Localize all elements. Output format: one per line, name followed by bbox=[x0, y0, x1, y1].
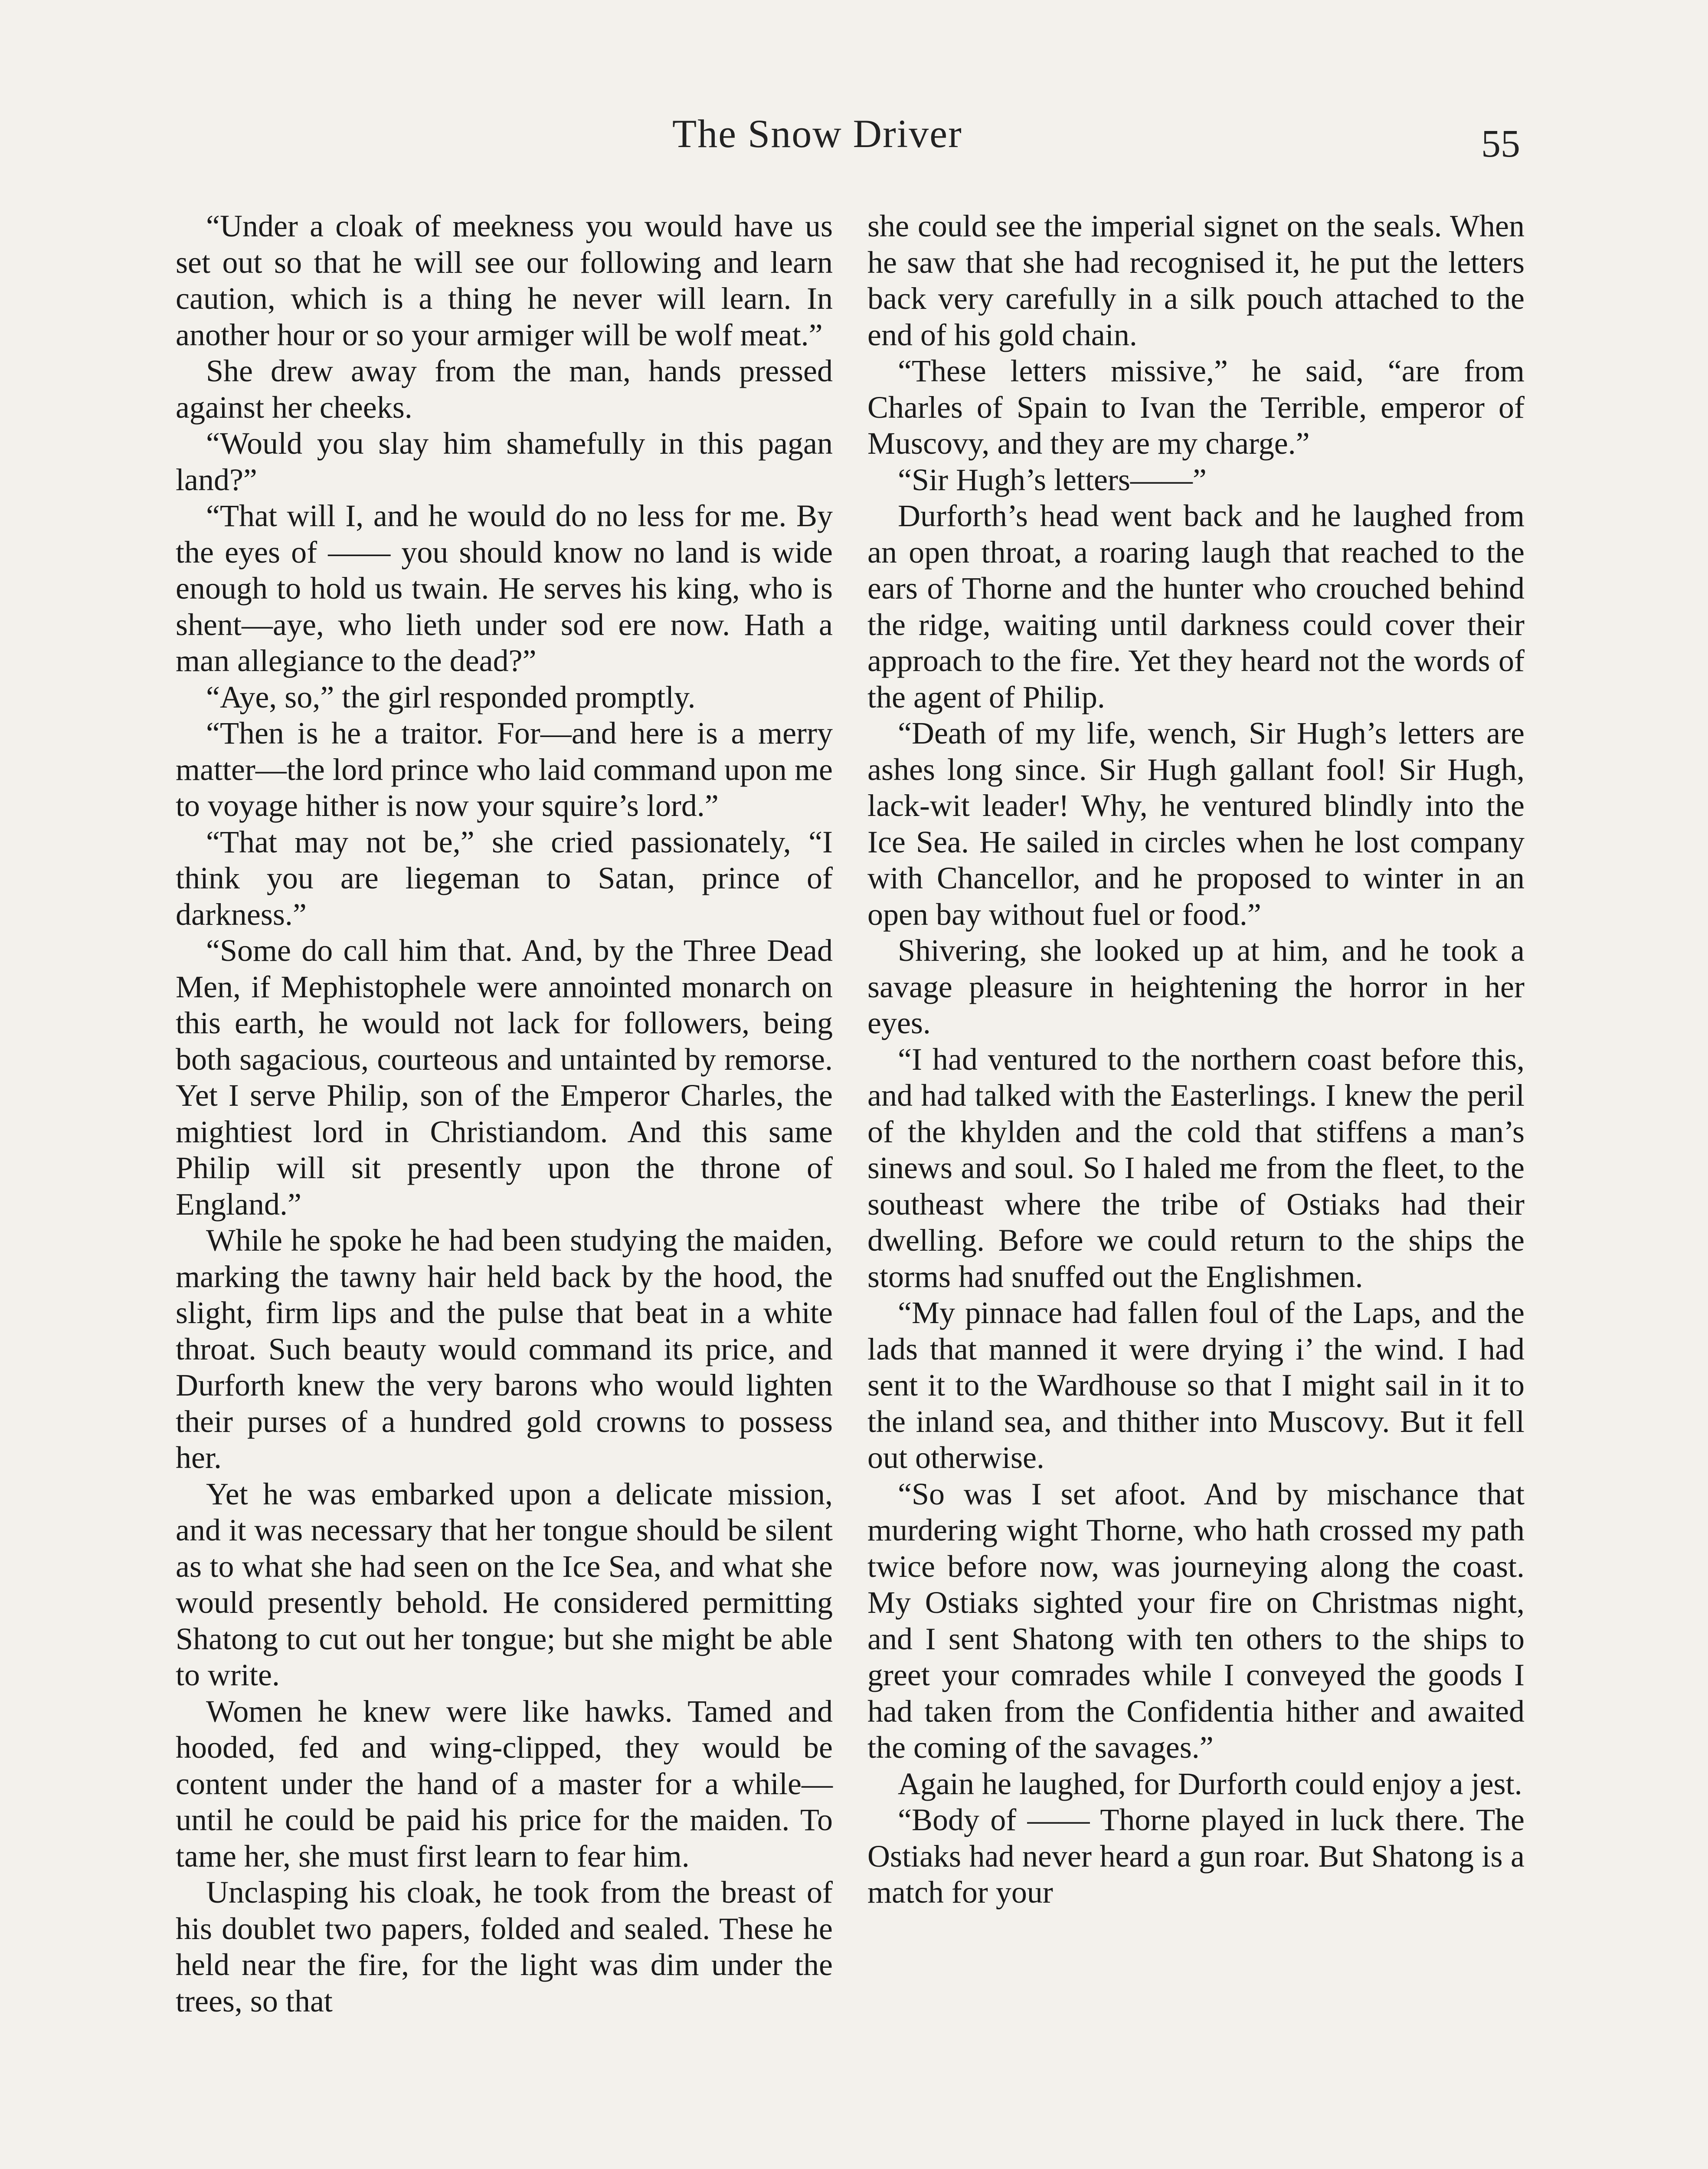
paragraph: “These letters missive,” he said, “are from Charles of Spain to Ivan the Terrible, emperor of Muscovy, and they are my charge.” bbox=[867, 354, 1525, 461]
paragraph-continuation: she could see the imperial signet on the seals. When he saw that she had recognised it, he put the letters back very carefully in a silk pouch attached to the end of his gold chain. bbox=[867, 209, 1525, 352]
left-column bbox=[176, 208, 833, 2019]
paragraph: “Some do call him that. And, by the Three Dead Men, if Mephistophele were annointed monarch on this earth, he would not lack for followers, being both sagacious, courteous and untainted by remorse. Yet I serve Philip, son of the Emperor Charles, the mightiest lord in Christiandom. And this same Philip will sit presently upon the throne of England.” bbox=[176, 933, 833, 1222]
paragraph: Shivering, she looked up at him, and he took a savage pleasure in heightening the horror in her eyes. bbox=[867, 933, 1525, 1040]
page-number: 55 bbox=[1481, 122, 1520, 165]
paragraph: “My pinnace had fallen foul of the Laps, and the lads that manned it were drying i’ the wind. I had sent it to the Wardhouse so that I might sail in it to the inland sea, and thither into Muscovy. But it fell out otherwise. bbox=[867, 1295, 1525, 1475]
paragraph: “Would you slay him shamefully in this pagan land?” bbox=[176, 426, 833, 497]
paragraph: “That may not be,” she cried passionately, “I think you are liegeman to Satan, prince of darkness.” bbox=[176, 824, 833, 932]
paragraph: “Death of my life, wench, Sir Hugh’s letters are ashes long since. Sir Hugh gallant fool! Sir Hugh, lack-wit leader! Why, he ventured blindly into the Ice Sea. He sailed in circles when he lost company with Chancellor, and he proposed to winter in an open bay without fuel or food.” bbox=[867, 716, 1525, 932]
paragraph: While he spoke he had been studying the maiden, marking the tawny hair held back by the hood, the slight, firm lips and the pulse that beat in a white throat. Such beauty would command its price, and Durforth knew the very barons who would lighten their purses of a hundred gold crowns to possess her. bbox=[176, 1223, 833, 1475]
paragraph: Yet he was embarked upon a delicate mission, and it was necessary that her tongue should be silent as to what she had seen on the Ice Sea, and what she would presently behold. He considered permitting Shatong to cut out her tongue; but she might be able to write. bbox=[176, 1476, 833, 1692]
paragraph: Durforth’s head went back and he laughed from an open throat, a roaring laugh that reached to the ears of Thorne and the hunter who crouched behind the ridge, waiting until darkness could cover their approach to the fire. Yet they heard not the words of the agent of Philip. bbox=[867, 498, 1525, 714]
running-head: The Snow Driver bbox=[672, 111, 962, 156]
paragraph: “Aye, so,” the girl responded promptly. bbox=[206, 679, 696, 714]
paragraph: Unclasping his cloak, he took from the breast of his doublet two papers, folded and sealed. These he held near the fire, for the light was dim under the trees, so that bbox=[176, 1875, 833, 2018]
paragraph: “Sir Hugh’s letters——” bbox=[898, 462, 1207, 497]
paragraph: She drew away from the man, hands pressed against her cheeks. bbox=[176, 354, 833, 425]
paragraph: “I had ventured to the northern coast before this, and had talked with the Easterlings. I knew the peril of the khylden and the cold that stiffens a man’s sinews and soul. So I haled me from the fleet, to the southeast where the tribe of Ostiaks had their dwelling. Before we could return to the ships the storms had snuffed out the Englishmen. bbox=[867, 1042, 1525, 1294]
paragraph: “That will I, and he would do no less for me. By the eyes of —— you should know no land is wide enough to hold us twain. He serves his king, who is shent—aye, who lieth under sod ere now. Hath a man allegiance to the dead?” bbox=[176, 498, 833, 678]
paragraph: Women he knew were like hawks. Tamed and hooded, fed and wing-clipped, they would be content under the hand of a master for a while—until he could be paid his price for the maiden. To tame her, she must first learn to fear him. bbox=[176, 1694, 833, 1874]
paragraph: “Under a cloak of meekness you would have us set out so that he will see our following and learn caution, which is a thing he never will learn. In another hour or so your armiger will be wolf meat.” bbox=[176, 209, 833, 352]
paragraph: “Then is he a traitor. For—and here is a merry matter—the lord prince who laid command upon me to voyage hither is now your squire’s lord.” bbox=[176, 716, 833, 823]
paragraph: “Body of —— Thorne played in luck there. The Ostiaks had never heard a gun roar. But Shatong is a match for your bbox=[867, 1802, 1525, 1910]
paragraph: “So was I set afoot. And by mischance that murdering wight Thorne, who hath crossed my path twice before now, was journeying along the coast. My Ostiaks sighted your fire on Christmas night, and I sent Shatong with ten others to the ships to greet your comrades while I conveyed the goods I had taken from the Confidentia hither and awaited the coming of the savages.” bbox=[867, 1476, 1525, 1765]
paragraph: Again he laughed, for Durforth could enjoy a jest. bbox=[898, 1766, 1522, 1801]
right-column bbox=[867, 208, 1525, 1911]
